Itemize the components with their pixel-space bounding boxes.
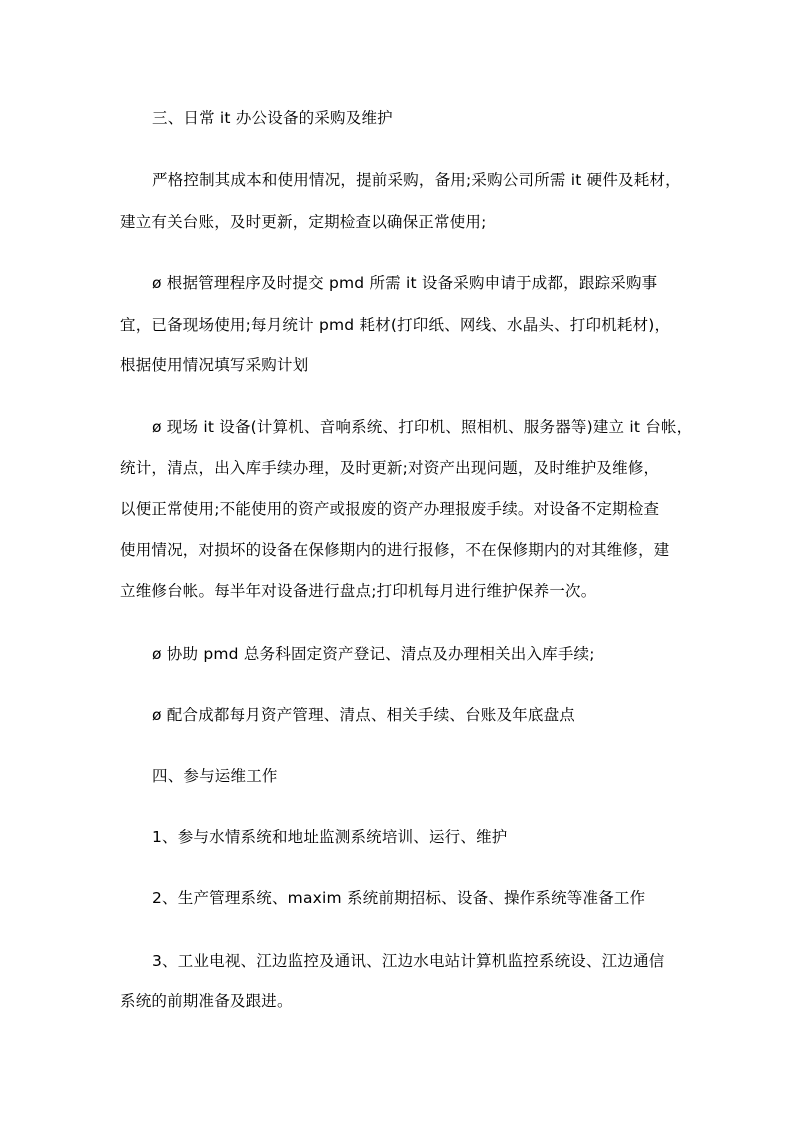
- section-3-paragraph-line-2: 建立有关台账，及时更新，定期检查以确保正常使用;: [120, 213, 487, 231]
- bullet-1-line-3: 根据使用情况填写采购计划: [120, 356, 309, 374]
- list-item-2: 2、生产管理系统、maxim 系统前期招标、设备、操作系统等准备工作: [152, 889, 646, 907]
- section-3-heading: 三、日常 it 办公设备的采购及维护: [152, 109, 393, 127]
- bullet-2-line-2: 统计，清点，出入库手续办理，及时更新;对资产出现问题，及时维护及维修，: [120, 459, 660, 477]
- section-3-paragraph-line-1: 严格控制其成本和使用情况，提前采购，备用;采购公司所需 it 硬件及耗材，: [152, 171, 681, 189]
- bullet-4: ø 配合成都每月资产管理、清点、相关手续、台账及年底盘点: [152, 706, 576, 724]
- bullet-1-line-1: ø 根据管理程序及时提交 pmd 所需 it 设备采购申请于成都，跟踪采购事: [152, 274, 658, 292]
- bullet-2-line-3: 以便正常使用;不能使用的资产或报废的资产办理报废手续。对设备不定期检查: [120, 500, 660, 518]
- bullet-2-line-5: 立维修台帐。每半年对设备进行盘点;打印机每月进行维护保养一次。: [120, 582, 597, 600]
- section-4-heading: 四、参与运维工作: [152, 767, 278, 785]
- bullet-3: ø 协助 pmd 总务科固定资产登记、清点及办理相关出入库手续;: [152, 645, 595, 663]
- bullet-2-line-4: 使用情况，对损坏的设备在保修期内的进行报修，不在保修期内的对其维修，建: [120, 541, 670, 559]
- bullet-2-line-1: ø 现场 it 设备(计算机、音响系统、打印机、照相机、服务器等)建立 it 台帐，: [152, 418, 693, 436]
- list-item-3-line-2: 系统的前期准备及跟进。: [120, 992, 293, 1010]
- list-item-3-line-1: 3、工业电视、江边监控及通讯、江边水电站计算机监控系统设、江边通信: [152, 952, 665, 970]
- bullet-1-line-2: 宜，已备现场使用;每月统计 pmd 耗材(打印纸、网线、水晶头、打印机耗材)，: [120, 316, 671, 334]
- list-item-1: 1、参与水情系统和地址监测系统培训、运行、维护: [152, 828, 508, 846]
